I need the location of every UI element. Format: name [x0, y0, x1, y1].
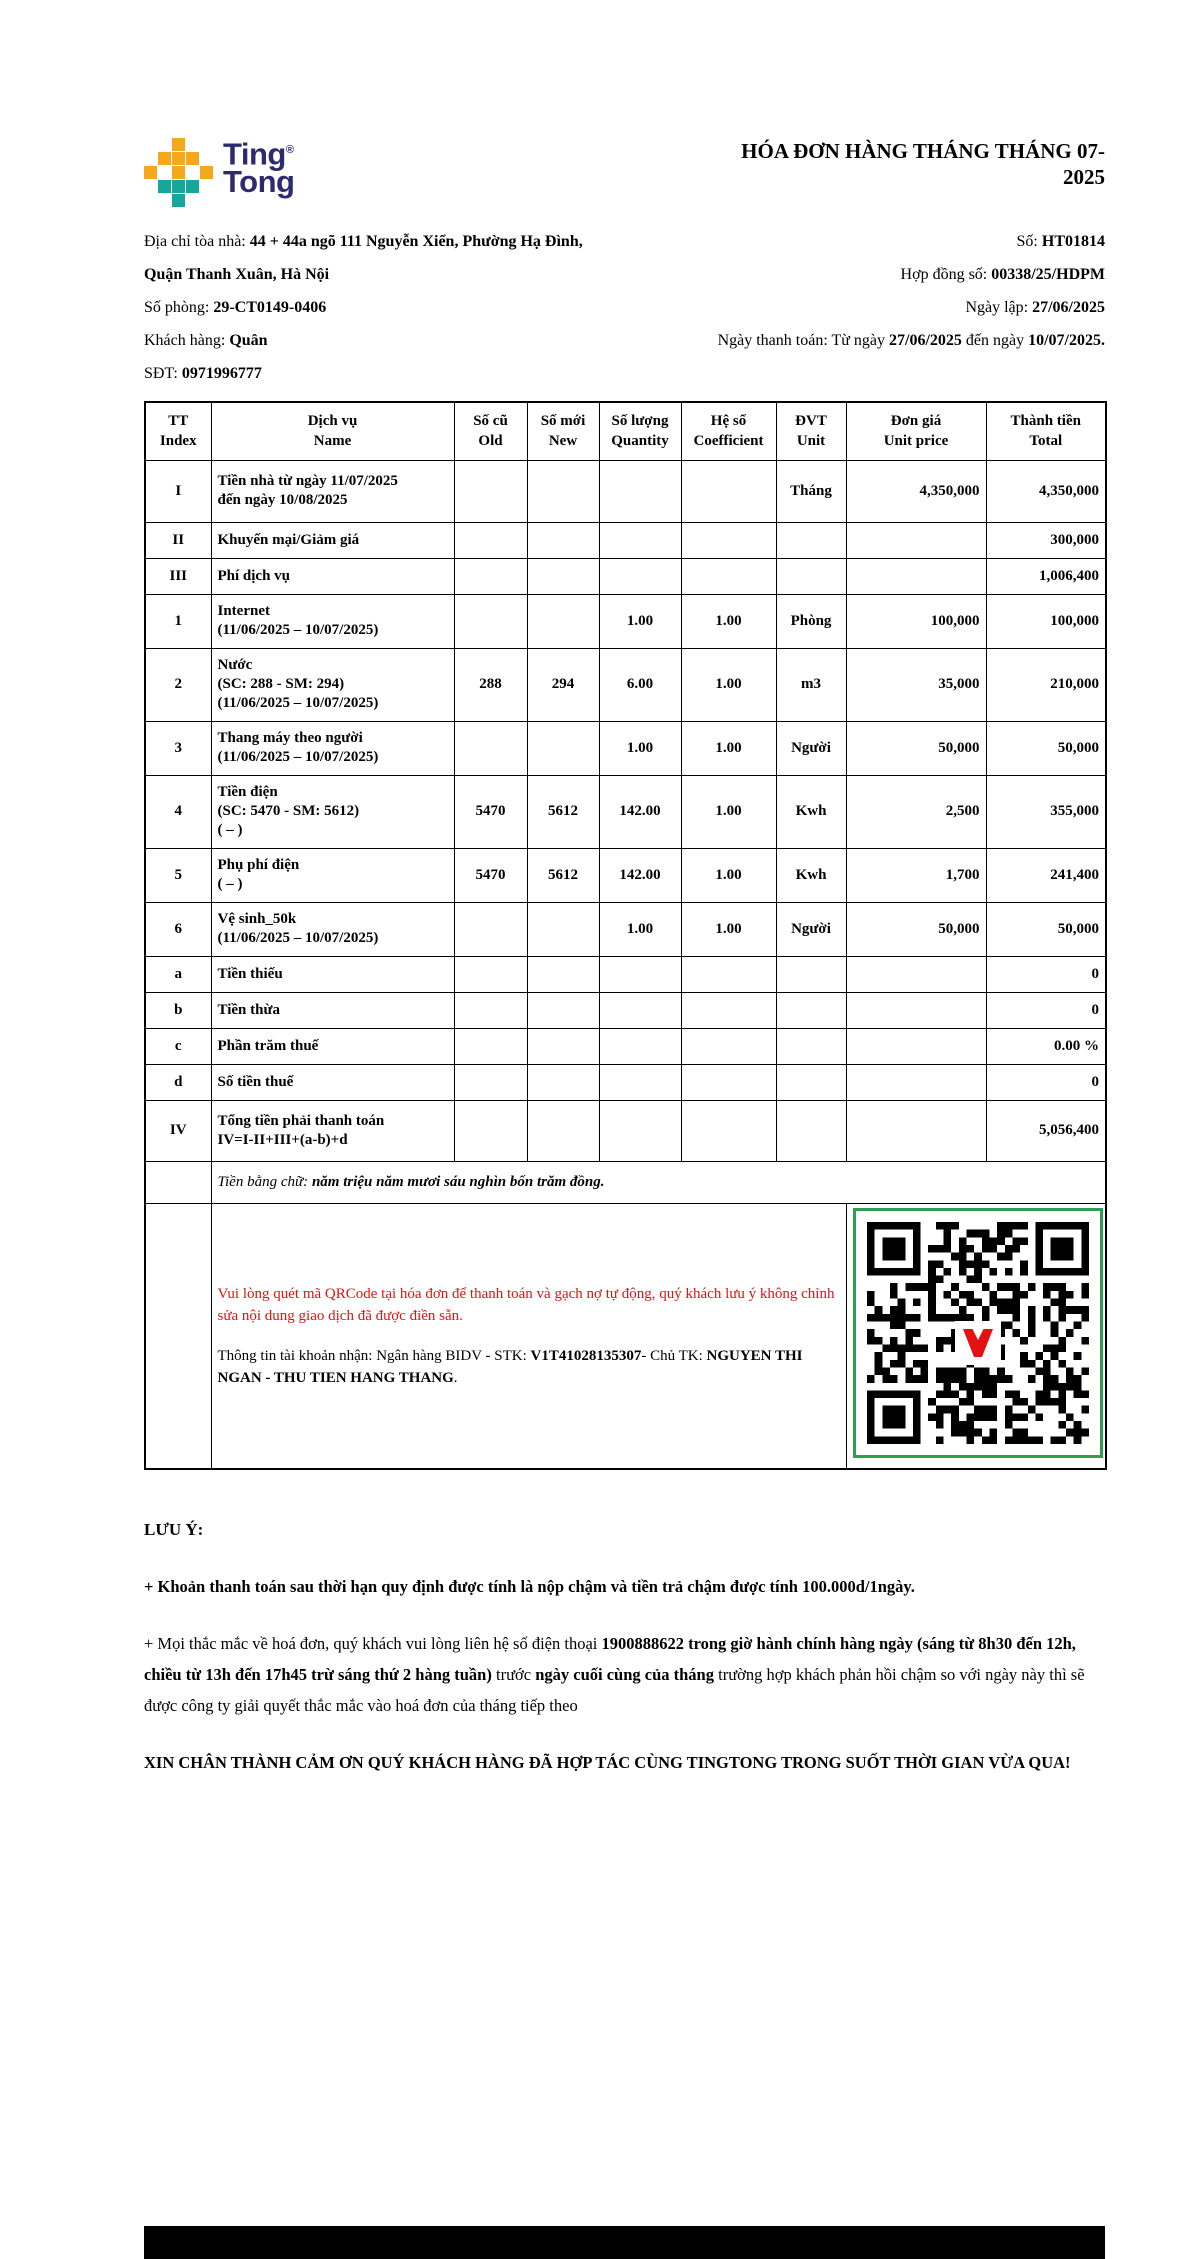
cell-unit-price: 35,000 [846, 648, 986, 721]
cell-unit-price: 100,000 [846, 594, 986, 648]
cell-unit-price: 4,350,000 [846, 460, 986, 522]
customer-phone: SĐT: 0971996777 [144, 365, 262, 382]
cell-quantity: 142.00 [599, 775, 681, 848]
cell-coefficient: 1.00 [681, 721, 776, 775]
cell-total: 50,000 [986, 902, 1106, 956]
cell-index: 5 [145, 848, 211, 902]
cell-quantity: 1.00 [599, 721, 681, 775]
cell-old-reading: 5470 [454, 848, 527, 902]
hotline-note: + Mọi thắc mắc về hoá đơn, quý khách vui lòng liên hệ số điện thoại 1900888622 trong giờ hành chính hàng ngày (sáng từ 8h30 đến 12h, chiều từ 13h đến 17h45 trừ sáng thứ 2 hàng tuần) trước ngày cuối cùng của tháng trường hợp khách phản hồi chậm so với ngày này thì sẽ được công ty giải quyết thắc mắc vào hoá đơn của tháng tiếp theo [144, 1634, 1085, 1715]
cell-service-name: Tiền điện (SC: 5470 - SM: 5612) ( – ) [211, 775, 454, 848]
invoice-info [144, 225, 1105, 390]
tingtong-logo-icon [144, 138, 213, 207]
cell-service-name: Internet (11/06/2025 – 10/07/2025) [211, 594, 454, 648]
thank-you-note: XIN CHÂN THÀNH CẢM ƠN QUÝ KHÁCH HÀNG ĐÃ HỢP TÁC CÙNG TINGTONG TRONG SUỐT THỜI GIAN VỪA QUA! [144, 1753, 1071, 1772]
cell-unit [776, 1064, 846, 1100]
column-header: Số lượng Quantity [599, 402, 681, 460]
column-header: ĐVT Unit [776, 402, 846, 460]
cell-coefficient: 1.00 [681, 648, 776, 721]
table-row [145, 460, 1106, 522]
cell-service-name: Phần trăm thuế [211, 1028, 454, 1064]
cell-unit-price [846, 558, 986, 594]
qr-payment-warning: Vui lòng quét mã QRCode tại hóa đơn để thanh toán và gạch nợ tự động, quý khách lưu ý không chỉnh sửa nội dung giao dịch đã được điền sẵn. [217, 1285, 835, 1324]
page-title: HÓA ĐƠN HÀNG THÁNG THÁNG 07-2025 [741, 139, 1105, 189]
cell-new-reading [527, 558, 599, 594]
registered-mark: ® [285, 144, 294, 156]
column-header: Thành tiền Total [986, 402, 1106, 460]
cell-unit [776, 522, 846, 558]
amount-in-words: Tiền bằng chữ: năm triệu năm mươi sáu nghìn bốn trăm đồng. [211, 1161, 1106, 1203]
cell-total: 4,350,000 [986, 460, 1106, 522]
cell-service-name: Tiền thiếu [211, 956, 454, 992]
tingtong-logo-text [223, 136, 295, 200]
cell-total: 210,000 [986, 648, 1106, 721]
table-row [145, 594, 1106, 648]
cell-coefficient [681, 992, 776, 1028]
cell-new-reading [527, 1064, 599, 1100]
invoice-info-left [144, 225, 583, 390]
cell-quantity [599, 1028, 681, 1064]
cell-new-reading [527, 1028, 599, 1064]
cell-coefficient [681, 460, 776, 522]
cell-unit-price [846, 1100, 986, 1161]
table-row [145, 848, 1106, 902]
cell-unit [776, 558, 846, 594]
cell-old-reading [454, 1064, 527, 1100]
cell-old-reading [454, 1028, 527, 1064]
column-header: Dịch vụ Name [211, 402, 454, 460]
cell-unit-price [846, 522, 986, 558]
cell-service-name: Tiền nhà từ ngày 11/07/2025 đến ngày 10/08/2025 [211, 460, 454, 522]
cell-quantity [599, 1100, 681, 1161]
table-row [145, 902, 1106, 956]
cell-quantity [599, 956, 681, 992]
bank-account-info: Thông tin tài khoản nhận: Ngân hàng BIDV - STK: V1T41028135307- Chủ TK: NGUYEN THI NGAN - THU TIEN HANG THANG. [217, 1347, 803, 1386]
cell-old-reading [454, 721, 527, 775]
notes-section [144, 1514, 1105, 1778]
cell-coefficient [681, 1028, 776, 1064]
table-row [145, 956, 1106, 992]
building-address-line2: Quận Thanh Xuân, Hà Nội [144, 266, 330, 283]
footer-bar [144, 2226, 1105, 2259]
cell-unit [776, 1100, 846, 1161]
cell-unit: Người [776, 721, 846, 775]
cell-old-reading [454, 902, 527, 956]
cell-old-reading [454, 558, 527, 594]
cell-old-reading: 288 [454, 648, 527, 721]
cell-total: 0.00 % [986, 1028, 1106, 1064]
cell-coefficient [681, 1100, 776, 1161]
cell-index: IV [145, 1100, 211, 1161]
header [144, 136, 1105, 207]
cell-unit [776, 992, 846, 1028]
table-row [145, 721, 1106, 775]
table-row [145, 775, 1106, 848]
cell-service-name: Khuyến mại/Giảm giá [211, 522, 454, 558]
cell-coefficient: 1.00 [681, 902, 776, 956]
amount-in-words-row [145, 1161, 1106, 1203]
cell-old-reading [454, 992, 527, 1028]
cell-unit-price [846, 992, 986, 1028]
cell-total: 100,000 [986, 594, 1106, 648]
cell-old-reading: 5470 [454, 775, 527, 848]
cell-new-reading [527, 721, 599, 775]
empty-index-cell [145, 1203, 211, 1469]
cell-total: 1,006,400 [986, 558, 1106, 594]
cell-quantity: 1.00 [599, 902, 681, 956]
building-address-line1: Địa chỉ tòa nhà: 44 + 44a ngõ 111 Nguyễn Xiển, Phường Hạ Đình, [144, 233, 583, 250]
cell-coefficient [681, 522, 776, 558]
qr-code [853, 1208, 1103, 1458]
cell-index: III [145, 558, 211, 594]
cell-coefficient: 1.00 [681, 594, 776, 648]
column-header: Số mới New [527, 402, 599, 460]
cell-unit-price [846, 956, 986, 992]
cell-coefficient [681, 956, 776, 992]
cell-new-reading [527, 992, 599, 1028]
cell-new-reading [527, 1100, 599, 1161]
cell-quantity [599, 460, 681, 522]
cell-index: 1 [145, 594, 211, 648]
table-row [145, 1064, 1106, 1100]
table-row [145, 1100, 1106, 1161]
contract-number: Hợp đồng số: 00338/25/HDPM [900, 266, 1105, 283]
cell-unit: Người [776, 902, 846, 956]
cell-service-name: Tiền thừa [211, 992, 454, 1028]
cell-quantity: 142.00 [599, 848, 681, 902]
bank-v-logo-icon [955, 1321, 1001, 1365]
cell-service-name: Phụ phí điện ( – ) [211, 848, 454, 902]
cell-new-reading [527, 460, 599, 522]
cell-index: a [145, 956, 211, 992]
cell-unit-price: 2,500 [846, 775, 986, 848]
cell-old-reading [454, 956, 527, 992]
cell-index: I [145, 460, 211, 522]
cell-total: 0 [986, 1064, 1106, 1100]
cell-total: 355,000 [986, 775, 1106, 848]
cell-unit: Kwh [776, 775, 846, 848]
cell-new-reading: 5612 [527, 848, 599, 902]
cell-total: 50,000 [986, 721, 1106, 775]
cell-unit: m3 [776, 648, 846, 721]
cell-coefficient [681, 1064, 776, 1100]
cell-service-name: Thang máy theo người (11/06/2025 – 10/07/2025) [211, 721, 454, 775]
qr-cell [846, 1203, 1106, 1469]
column-header: TT Index [145, 402, 211, 460]
cell-unit: Phòng [776, 594, 846, 648]
customer-name: Khách hàng: Quân [144, 332, 268, 349]
cell-service-name: Phí dịch vụ [211, 558, 454, 594]
payment-period: Ngày thanh toán: Từ ngày 27/06/2025 đến ngày 10/07/2025. [717, 332, 1105, 349]
cell-service-name: Số tiền thuế [211, 1064, 454, 1100]
tingtong-logo [144, 136, 294, 207]
cell-quantity [599, 522, 681, 558]
table-row [145, 1028, 1106, 1064]
cell-index: b [145, 992, 211, 1028]
cell-index: 6 [145, 902, 211, 956]
table-row [145, 558, 1106, 594]
cell-new-reading: 5612 [527, 775, 599, 848]
cell-old-reading [454, 460, 527, 522]
cell-service-name: Vệ sinh_50k (11/06/2025 – 10/07/2025) [211, 902, 454, 956]
cell-index: c [145, 1028, 211, 1064]
cell-quantity [599, 558, 681, 594]
cell-unit [776, 956, 846, 992]
room-number: Số phòng: 29-CT0149-0406 [144, 299, 327, 316]
cell-coefficient: 1.00 [681, 775, 776, 848]
column-header: Số cũ Old [454, 402, 527, 460]
notes-heading: LƯU Ý: [144, 1520, 204, 1539]
cell-total: 0 [986, 992, 1106, 1028]
cell-quantity: 6.00 [599, 648, 681, 721]
payment-instructions-cell [211, 1203, 846, 1469]
cell-unit-price [846, 1064, 986, 1100]
cell-old-reading [454, 594, 527, 648]
cell-service-name: Tổng tiền phải thanh toán IV=I-II+III+(a-b)+d [211, 1100, 454, 1161]
cell-total: 0 [986, 956, 1106, 992]
cell-coefficient [681, 558, 776, 594]
cell-unit-price: 1,700 [846, 848, 986, 902]
cell-quantity [599, 1064, 681, 1100]
cell-quantity: 1.00 [599, 594, 681, 648]
issue-date: Ngày lập: 27/06/2025 [965, 299, 1105, 316]
cell-index: d [145, 1064, 211, 1100]
cell-unit-price: 50,000 [846, 721, 986, 775]
cell-coefficient: 1.00 [681, 848, 776, 902]
cell-unit: Tháng [776, 460, 846, 522]
cell-old-reading [454, 522, 527, 558]
table-row [145, 522, 1106, 558]
logo-line2: Tong [223, 164, 295, 200]
cell-index: 3 [145, 721, 211, 775]
cell-new-reading [527, 594, 599, 648]
cell-total: 300,000 [986, 522, 1106, 558]
empty-index-cell [145, 1161, 211, 1203]
cell-index: 2 [145, 648, 211, 721]
invoice-table-body [145, 460, 1106, 1469]
invoice-table [144, 401, 1107, 1470]
cell-service-name: Nước (SC: 288 - SM: 294) (11/06/2025 – 10/07/2025) [211, 648, 454, 721]
cell-total: 241,400 [986, 848, 1106, 902]
cell-unit: Kwh [776, 848, 846, 902]
cell-unit-price [846, 1028, 986, 1064]
cell-new-reading: 294 [527, 648, 599, 721]
cell-index: 4 [145, 775, 211, 848]
invoice-number: Số: HT01814 [1016, 233, 1105, 250]
table-row [145, 648, 1106, 721]
qr-row [145, 1203, 1106, 1469]
cell-unit-price: 50,000 [846, 902, 986, 956]
table-row [145, 992, 1106, 1028]
cell-old-reading [454, 1100, 527, 1161]
cell-new-reading [527, 902, 599, 956]
invoice-info-right [718, 225, 1105, 390]
cell-unit [776, 1028, 846, 1064]
column-header: Hệ số Coefficient [681, 402, 776, 460]
late-payment-note: + Khoản thanh toán sau thời hạn quy định được tính là nộp chậm và tiền trả chậm được tính 100.000d/1ngày. [144, 1577, 915, 1596]
cell-new-reading [527, 956, 599, 992]
invoice-page [144, 0, 1105, 1804]
cell-quantity [599, 992, 681, 1028]
cell-total: 5,056,400 [986, 1100, 1106, 1161]
cell-index: II [145, 522, 211, 558]
cell-new-reading [527, 522, 599, 558]
column-header: Đơn giá Unit price [846, 402, 986, 460]
table-header-row [145, 402, 1106, 460]
logo-line1: Ting [223, 136, 286, 172]
